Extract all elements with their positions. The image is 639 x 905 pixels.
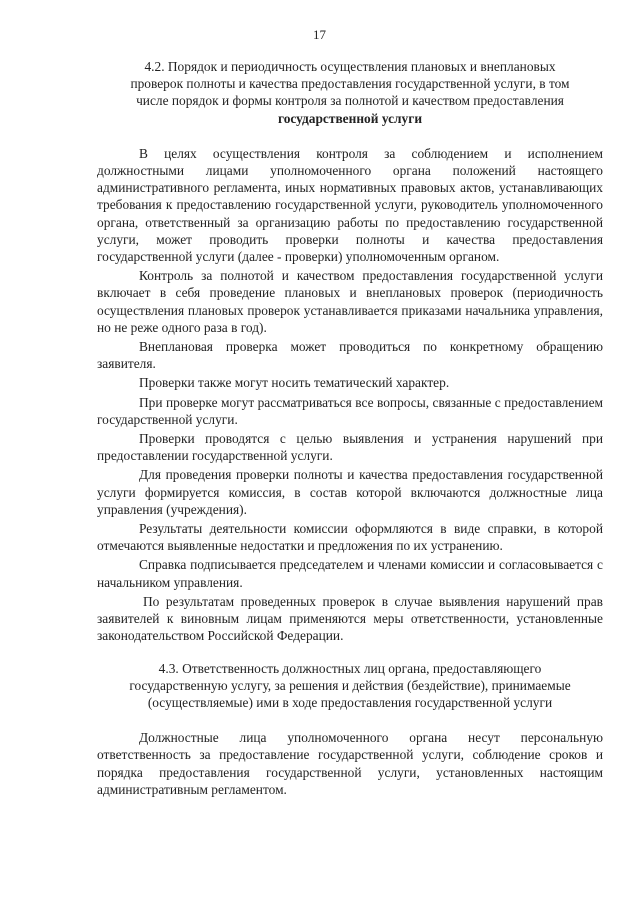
section-4-2-heading-line: 4.2. Порядок и периодичность осуществления плановых и внеплановых (144, 59, 556, 74)
section-4-3-heading-line: (осуществляемые) ими в ходе предоставления государственной услуги (147, 694, 553, 710)
spacer (97, 645, 603, 660)
section-4-2-heading-line: числе порядок и формы контроля за полнотой и качеством предоставления (136, 93, 564, 109)
section-4-3-heading-line: 4.3. Ответственность должностных лиц органа, предоставляющего (158, 660, 542, 676)
section-4-3-heading-line: государственную услугу, за решения и действия (бездействие), принимаемые (129, 677, 571, 693)
section-4-2-heading-line: проверок полноты и качества предоставления государственной услуги, в том (130, 76, 570, 92)
section-4-2-paragraph: Для проведения проверки полноты и качества предоставления государственной услуги формируется комиссия, в состав которой включаются должностные лица управления (учреждения). (97, 467, 603, 517)
section-4-2-paragraph: Контроль за полнотой и качеством предоставления государственной услуги включает в себя проведение плановых и внеплановых проверок (периодичность осуществления плановых проверок устанавливается приказами начальника управления, но не реже одного раза в год). (97, 268, 603, 335)
section-4-3-heading (97, 660, 603, 712)
section-4-2-paragraph: В целях осуществления контроля за соблюдением и исполнением должностными лицами уполномоченного органа положений настоящего административного регламента, иных нормативных правовых актов, устанавливающих требования к предоставлению государственной услуги, руководитель уполномоченного органа, ответственный за организацию работы по предоставлению государственной услуги, может проводить проверки полноты и качества предоставления государственной услуги (далее - проверки) уполномоченным органом. (97, 145, 603, 265)
spacer (97, 127, 603, 145)
section-4-2-paragraph: По результатам проведенных проверок в случае выявления нарушений прав заявителей к виновным лицам применяются меры ответственности, установленные законодательством Российской Федерации. (97, 593, 603, 644)
section-4-2-heading (97, 58, 603, 127)
section-4-2-paragraph: При проверке могут рассматриваться все вопросы, связанные с предоставлением государственной услуги. (97, 394, 603, 427)
document-body (97, 58, 603, 798)
section-4-2-heading-line: государственной услуги (277, 110, 423, 126)
section-4-2-paragraph: Проверки проводятся с целью выявления и устранения нарушений при предоставлении государственной услуги. (97, 431, 603, 464)
section-4-2-paragraph: Проверки также могут носить тематический характер. (139, 375, 450, 391)
section-4-3-paragraph: Должностные лица уполномоченного органа несут персональную ответственность за предоставление государственной услуги, соблюдение сроков и порядка предоставления государственной услуги, установленных настоящим административным регламентом. (97, 730, 603, 797)
page-number: 17 (313, 27, 326, 42)
section-4-2-paragraph: Внеплановая проверка может проводиться по конкретному обращению заявителя. (97, 339, 603, 372)
section-4-2-paragraph: Результаты деятельности комиссии оформляются в виде справки, в которой отмечаются выявленные недостатки и предложения по их устранению. (97, 521, 603, 554)
section-4-2-paragraph: Справка подписывается председателем и членами комиссии и согласовывается с начальником управления. (97, 557, 603, 590)
spacer (97, 711, 603, 729)
